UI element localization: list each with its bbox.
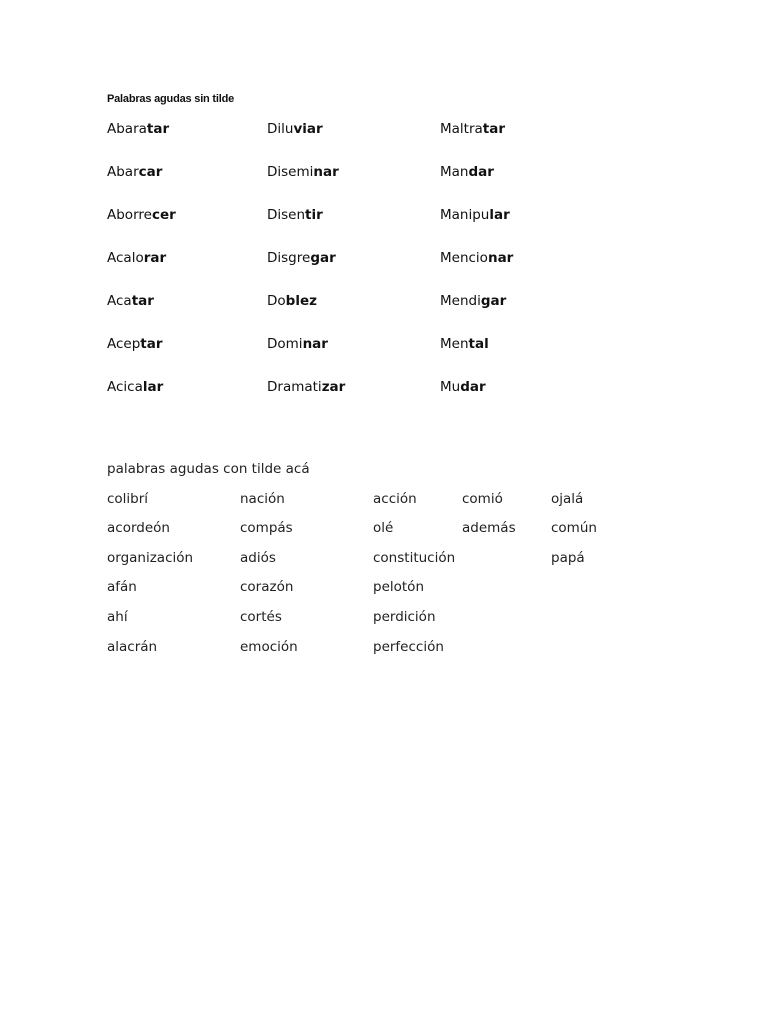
con-tilde-word: acordeón — [107, 520, 170, 536]
word-stem: Domi — [267, 336, 303, 352]
word-stem: Dramati — [267, 379, 322, 395]
word-stem: Abar — [107, 164, 139, 180]
sin-tilde-word — [267, 379, 345, 395]
word-stem: Disemi — [267, 164, 314, 180]
word-stressed-syllable: gar — [310, 250, 336, 266]
sin-tilde-word — [440, 250, 513, 266]
word-stressed-syllable: cer — [151, 207, 176, 223]
sin-tilde-word — [107, 121, 169, 137]
word-stressed-syllable: nar — [487, 250, 514, 266]
con-tilde-word: además — [462, 520, 516, 536]
sin-tilde-word — [267, 250, 336, 266]
sin-tilde-word — [440, 207, 510, 223]
sin-tilde-word — [107, 207, 176, 223]
word-stem: Disgre — [267, 250, 311, 266]
con-tilde-word: perfección — [373, 639, 444, 655]
word-stressed-syllable: tir — [305, 207, 323, 223]
word-stem: Aborre — [107, 207, 152, 223]
word-stressed-syllable: tar — [146, 121, 170, 137]
word-stressed-syllable: viar — [293, 121, 323, 137]
heading-sin-tilde: Palabras agudas sin tilde — [107, 93, 235, 105]
word-stem: Men — [440, 336, 469, 352]
con-tilde-word: ojalá — [551, 491, 584, 507]
con-tilde-word: afán — [107, 579, 137, 595]
con-tilde-word: cortés — [240, 609, 282, 625]
sin-tilde-word — [267, 293, 317, 309]
word-stressed-syllable: nar — [302, 336, 328, 352]
con-tilde-word: constitución — [373, 550, 456, 566]
sin-tilde-word — [107, 250, 166, 266]
con-tilde-word: nación — [240, 491, 285, 507]
sin-tilde-word — [267, 121, 323, 137]
word-stem: Mencio — [440, 250, 488, 266]
sin-tilde-word — [107, 379, 163, 395]
sin-tilde-word — [440, 293, 506, 309]
con-tilde-word: emoción — [240, 639, 298, 655]
heading-con-tilde: palabras agudas con tilde acá — [107, 461, 310, 477]
sin-tilde-word — [107, 293, 154, 309]
word-stem: Dilu — [267, 121, 294, 137]
sin-tilde-word — [267, 336, 328, 352]
word-stem: Abara — [107, 121, 147, 137]
word-stressed-syllable: zar — [321, 379, 346, 395]
con-tilde-word: perdición — [373, 609, 436, 625]
sin-tilde-word — [107, 336, 163, 352]
con-tilde-word: adiós — [240, 550, 276, 566]
word-stressed-syllable: gar — [480, 293, 507, 309]
word-stem: Man — [440, 164, 469, 180]
con-tilde-word: papá — [551, 550, 585, 566]
sin-tilde-word — [267, 164, 339, 180]
word-stressed-syllable: dar — [468, 164, 494, 180]
sin-tilde-word — [267, 207, 323, 223]
word-stem: Disen — [267, 207, 306, 223]
con-tilde-word: pelotón — [373, 579, 424, 595]
con-tilde-word: olé — [373, 520, 394, 536]
sin-tilde-word — [107, 164, 162, 180]
word-stressed-syllable: lar — [489, 207, 510, 223]
word-stressed-syllable: lar — [142, 379, 164, 395]
con-tilde-word: organización — [107, 550, 194, 566]
word-stressed-syllable: tar — [482, 121, 506, 137]
con-tilde-word: común — [551, 520, 597, 536]
con-tilde-word: corazón — [240, 579, 294, 595]
con-tilde-word: alacrán — [107, 639, 158, 655]
con-tilde-word: comió — [462, 491, 503, 507]
word-stressed-syllable: nar — [313, 164, 339, 180]
sin-tilde-word — [440, 164, 494, 180]
word-stressed-syllable: tar — [131, 293, 154, 309]
con-tilde-word: compás — [240, 520, 293, 536]
word-stressed-syllable: rar — [143, 250, 167, 266]
word-stem: Mendi — [440, 293, 481, 309]
word-stem: Aca — [107, 293, 132, 309]
sin-tilde-word — [440, 336, 489, 352]
word-stem: Do — [267, 293, 286, 309]
word-stressed-syllable: tar — [140, 336, 163, 352]
sin-tilde-word — [440, 379, 486, 395]
con-tilde-word: acción — [373, 491, 417, 507]
con-tilde-word: colibrí — [107, 491, 149, 507]
word-stressed-syllable: dar — [460, 379, 486, 395]
word-stem: Maltra — [440, 121, 483, 137]
word-stressed-syllable: blez — [285, 293, 317, 309]
word-stem: Acep — [107, 336, 141, 352]
con-tilde-word: ahí — [107, 609, 128, 625]
word-stressed-syllable: car — [138, 164, 163, 180]
word-stressed-syllable: tal — [468, 336, 489, 352]
word-stem: Mu — [440, 379, 461, 395]
word-stem: Acica — [107, 379, 143, 395]
sin-tilde-word — [440, 121, 505, 137]
word-stem: Acalo — [107, 250, 144, 266]
word-stem: Manipu — [440, 207, 490, 223]
